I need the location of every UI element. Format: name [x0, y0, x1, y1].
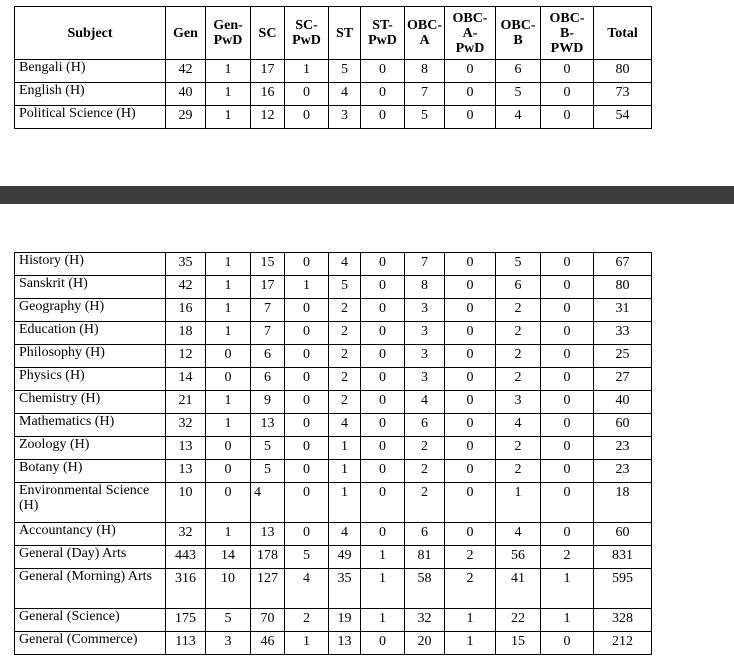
header-label-line: A- [462, 25, 478, 41]
cell-obc-b: 4 [496, 106, 541, 129]
cell-obc-a-pwd: 0 [445, 345, 496, 368]
cell-subject: Sanskrit (H) [15, 276, 166, 299]
cell-subject: Zoology (H) [15, 437, 166, 460]
cell-obc-a: 20 [405, 632, 445, 655]
header-label-line: Total [607, 25, 638, 41]
table-row [15, 83, 652, 106]
cell-sc-pwd: 0 [285, 106, 329, 129]
cell-obc-b: 2 [496, 460, 541, 483]
cell-st: 2 [329, 345, 361, 368]
cell-obc-b: 5 [496, 253, 541, 276]
cell-st: 3 [329, 106, 361, 129]
header-obc-b [496, 7, 541, 60]
cell-st-pwd: 0 [361, 391, 405, 414]
header-label-line: A [419, 33, 430, 48]
cell-gen-pwd: 0 [206, 483, 251, 523]
cell-gen-pwd: 1 [206, 391, 251, 414]
table-row [15, 546, 652, 569]
cell-obc-b: 2 [496, 437, 541, 460]
cell-subject: Botany (H) [15, 460, 166, 483]
cell-subject: Accountancy (H) [15, 523, 166, 546]
cell-gen-pwd: 0 [206, 437, 251, 460]
cell-obc-a-pwd: 0 [445, 106, 496, 129]
cell-sc-pwd: 0 [285, 414, 329, 437]
cell-gen-pwd: 1 [206, 322, 251, 345]
cell-gen-pwd: 0 [206, 460, 251, 483]
cell-total: 212 [594, 632, 652, 655]
cell-st-pwd: 0 [361, 276, 405, 299]
cell-subject: Geography (H) [15, 299, 166, 322]
header-obc-a [405, 7, 445, 60]
cell-st: 2 [329, 322, 361, 345]
cell-obc-a-pwd: 1 [445, 632, 496, 655]
cell-sc: 17 [251, 60, 285, 83]
cell-gen: 12 [166, 345, 206, 368]
cell-gen-pwd: 5 [206, 609, 251, 632]
cell-total: 80 [594, 60, 652, 83]
cell-obc-b-pwd: 2 [541, 546, 594, 569]
cell-sc-pwd: 0 [285, 83, 329, 106]
cell-st-pwd: 0 [361, 253, 405, 276]
cell-sc-pwd: 0 [285, 368, 329, 391]
table-row [15, 414, 652, 437]
cell-obc-a: 32 [405, 609, 445, 632]
cell-obc-b-pwd: 0 [541, 391, 594, 414]
cell-obc-a-pwd: 0 [445, 437, 496, 460]
table-row [15, 483, 652, 523]
cell-obc-b-pwd: 0 [541, 632, 594, 655]
cell-gen: 316 [166, 569, 206, 609]
seat-matrix-table-top [14, 6, 652, 129]
header-gen [166, 7, 206, 60]
cell-sc-pwd: 0 [285, 322, 329, 345]
cell-obc-b: 2 [496, 299, 541, 322]
cell-obc-a: 3 [405, 345, 445, 368]
cell-obc-b-pwd: 0 [541, 437, 594, 460]
cell-subject: Chemistry (H) [15, 391, 166, 414]
cell-subject: Bengali (H) [15, 60, 166, 83]
cell-total: 328 [594, 609, 652, 632]
table-row [15, 460, 652, 483]
cell-st-pwd: 1 [361, 609, 405, 632]
cell-st-pwd: 0 [361, 106, 405, 129]
cell-total: 60 [594, 414, 652, 437]
cell-obc-b: 56 [496, 546, 541, 569]
cell-gen-pwd: 1 [206, 253, 251, 276]
cell-gen: 16 [166, 299, 206, 322]
table-row [15, 345, 652, 368]
cell-total: 54 [594, 106, 652, 129]
cell-total: 23 [594, 460, 652, 483]
header-label-line: B [513, 33, 523, 48]
cell-st-pwd: 0 [361, 83, 405, 106]
cell-obc-a: 3 [405, 299, 445, 322]
cell-obc-a-pwd: 0 [445, 368, 496, 391]
header-label-line: SC [258, 25, 277, 41]
table-row [15, 299, 652, 322]
cell-subject: Education (H) [15, 322, 166, 345]
cell-total: 67 [594, 253, 652, 276]
cell-obc-b-pwd: 0 [541, 106, 594, 129]
cell-st-pwd: 1 [361, 569, 405, 609]
cell-obc-b-pwd: 0 [541, 322, 594, 345]
table-row [15, 523, 652, 546]
cell-sc: 178 [251, 546, 285, 569]
header-label-line: OBC- [500, 18, 536, 33]
cell-st: 5 [329, 60, 361, 83]
cell-sc-pwd: 0 [285, 437, 329, 460]
cell-obc-a: 7 [405, 83, 445, 106]
cell-obc-a: 6 [405, 523, 445, 546]
cell-sc-pwd: 0 [285, 391, 329, 414]
cell-obc-b: 41 [496, 569, 541, 609]
cell-st-pwd: 0 [361, 632, 405, 655]
table-body-bottom [15, 253, 652, 655]
cell-gen: 10 [166, 483, 206, 523]
cell-total: 60 [594, 523, 652, 546]
cell-obc-a-pwd: 0 [445, 253, 496, 276]
header-label-line: PWD [550, 40, 584, 56]
table-row [15, 253, 652, 276]
cell-sc: 7 [251, 322, 285, 345]
cell-obc-b: 4 [496, 523, 541, 546]
cell-obc-a: 8 [405, 276, 445, 299]
cell-obc-a: 58 [405, 569, 445, 609]
cell-gen: 40 [166, 83, 206, 106]
cell-obc-b-pwd: 0 [541, 276, 594, 299]
cell-obc-a: 3 [405, 322, 445, 345]
header-label-line: ST [335, 25, 354, 41]
cell-subject: Political Science (H) [15, 106, 166, 129]
cell-obc-b: 15 [496, 632, 541, 655]
seat-matrix-table-bottom [14, 252, 652, 655]
header-sc [251, 7, 285, 60]
cell-gen: 42 [166, 60, 206, 83]
cell-total: 18 [594, 483, 652, 523]
cell-gen: 113 [166, 632, 206, 655]
cell-subject: History (H) [15, 253, 166, 276]
header-label-line: Gen [173, 25, 198, 41]
cell-subject: General (Commerce) [15, 632, 166, 655]
cell-sc: 15 [251, 253, 285, 276]
cell-obc-b-pwd: 0 [541, 414, 594, 437]
cell-subject: General (Science) [15, 609, 166, 632]
cell-obc-b-pwd: 0 [541, 523, 594, 546]
header-label-line: PwD [292, 33, 321, 48]
cell-obc-a-pwd: 0 [445, 276, 496, 299]
cell-subject: English (H) [15, 83, 166, 106]
cell-obc-b: 6 [496, 60, 541, 83]
cell-gen: 443 [166, 546, 206, 569]
cell-st: 1 [329, 460, 361, 483]
cell-st-pwd: 0 [361, 368, 405, 391]
header-gen-pwd [206, 7, 251, 60]
cell-st: 19 [329, 609, 361, 632]
table-header-row [15, 7, 652, 60]
cell-st: 35 [329, 569, 361, 609]
header-subject [15, 7, 166, 60]
cell-gen: 14 [166, 368, 206, 391]
cell-gen-pwd: 3 [206, 632, 251, 655]
cell-sc: 127 [251, 569, 285, 609]
header-st-pwd [361, 7, 405, 60]
cell-st-pwd: 0 [361, 460, 405, 483]
cell-sc-pwd: 2 [285, 609, 329, 632]
cell-obc-a-pwd: 0 [445, 523, 496, 546]
cell-sc: 70 [251, 609, 285, 632]
cell-obc-b-pwd: 0 [541, 483, 594, 523]
cell-sc: 13 [251, 414, 285, 437]
cell-gen-pwd: 1 [206, 299, 251, 322]
cell-obc-b: 3 [496, 391, 541, 414]
cell-sc-pwd: 1 [285, 276, 329, 299]
cell-gen: 18 [166, 322, 206, 345]
cell-gen: 35 [166, 253, 206, 276]
cell-obc-a-pwd: 2 [445, 569, 496, 609]
header-label-line: SC- [295, 18, 318, 33]
cell-sc: 6 [251, 345, 285, 368]
cell-st: 2 [329, 368, 361, 391]
cell-obc-a: 2 [405, 483, 445, 523]
cell-gen-pwd: 1 [206, 106, 251, 129]
header-label-line: Subject [67, 25, 113, 41]
cell-obc-b: 5 [496, 83, 541, 106]
header-total [594, 7, 652, 60]
cell-obc-b: 1 [496, 483, 541, 523]
cell-st: 4 [329, 414, 361, 437]
cell-st: 5 [329, 276, 361, 299]
cell-st: 1 [329, 483, 361, 523]
cell-obc-a-pwd: 0 [445, 460, 496, 483]
cell-subject: Environmental Science (H) [15, 483, 166, 523]
cell-obc-b-pwd: 1 [541, 609, 594, 632]
table-row [15, 276, 652, 299]
cell-sc-pwd: 0 [285, 253, 329, 276]
table-row [15, 368, 652, 391]
cell-obc-a-pwd: 0 [445, 83, 496, 106]
cell-obc-a: 4 [405, 391, 445, 414]
table-row [15, 60, 652, 83]
cell-sc-pwd: 0 [285, 483, 329, 523]
cell-st-pwd: 0 [361, 60, 405, 83]
cell-sc-pwd: 0 [285, 460, 329, 483]
cell-sc: 12 [251, 106, 285, 129]
cell-sc-pwd: 4 [285, 569, 329, 609]
cell-sc: 17 [251, 276, 285, 299]
cell-obc-a-pwd: 2 [445, 546, 496, 569]
cell-obc-b-pwd: 0 [541, 460, 594, 483]
cell-st-pwd: 0 [361, 437, 405, 460]
cell-total: 595 [594, 569, 652, 609]
header-label-line: OBC- [452, 10, 488, 26]
cell-obc-b: 6 [496, 276, 541, 299]
cell-gen: 42 [166, 276, 206, 299]
cell-sc: 5 [251, 437, 285, 460]
cell-st: 4 [329, 523, 361, 546]
table-body-top [15, 60, 652, 129]
cell-subject: Philosophy (H) [15, 345, 166, 368]
cell-gen: 175 [166, 609, 206, 632]
cell-st-pwd: 0 [361, 483, 405, 523]
cell-st-pwd: 0 [361, 414, 405, 437]
cell-st-pwd: 0 [361, 523, 405, 546]
cell-gen: 13 [166, 460, 206, 483]
cell-obc-b: 2 [496, 368, 541, 391]
cell-obc-b-pwd: 0 [541, 345, 594, 368]
cell-gen: 21 [166, 391, 206, 414]
header-sc-pwd [285, 7, 329, 60]
header-label-line: PwD [213, 33, 243, 48]
cell-obc-b-pwd: 1 [541, 569, 594, 609]
cell-obc-a: 2 [405, 437, 445, 460]
header-label-line: PwD [368, 33, 397, 48]
cell-obc-b: 2 [496, 322, 541, 345]
cell-st: 2 [329, 391, 361, 414]
cell-total: 31 [594, 299, 652, 322]
cell-obc-b: 22 [496, 609, 541, 632]
cell-sc: 13 [251, 523, 285, 546]
header-label-line: ST- [372, 18, 393, 33]
cell-gen-pwd: 0 [206, 345, 251, 368]
cell-sc: 16 [251, 83, 285, 106]
cell-total: 40 [594, 391, 652, 414]
cell-obc-a-pwd: 0 [445, 322, 496, 345]
header-label-line: PwD [455, 40, 485, 56]
table-row [15, 632, 652, 655]
cell-st: 1 [329, 437, 361, 460]
cell-gen-pwd: 1 [206, 83, 251, 106]
cell-subject: General (Day) Arts [15, 546, 166, 569]
cell-sc: 4 [251, 483, 285, 523]
cell-gen-pwd: 1 [206, 60, 251, 83]
cell-sc-pwd: 0 [285, 345, 329, 368]
cell-obc-b-pwd: 0 [541, 83, 594, 106]
cell-sc-pwd: 0 [285, 299, 329, 322]
cell-obc-a: 2 [405, 460, 445, 483]
cell-obc-b-pwd: 0 [541, 253, 594, 276]
cell-subject: Physics (H) [15, 368, 166, 391]
cell-gen: 29 [166, 106, 206, 129]
cell-gen-pwd: 1 [206, 414, 251, 437]
cell-sc-pwd: 0 [285, 523, 329, 546]
cell-subject: General (Morning) Arts [15, 569, 166, 609]
header-label-line: B- [560, 25, 574, 41]
cell-sc: 9 [251, 391, 285, 414]
cell-total: 73 [594, 83, 652, 106]
header-obc-b-pwd [541, 7, 594, 60]
cell-st: 49 [329, 546, 361, 569]
cell-gen-pwd: 14 [206, 546, 251, 569]
cell-obc-a-pwd: 0 [445, 414, 496, 437]
cell-obc-a-pwd: 0 [445, 60, 496, 83]
table-row [15, 569, 652, 609]
cell-sc: 46 [251, 632, 285, 655]
header-label-line: OBC- [407, 18, 442, 33]
cell-sc: 6 [251, 368, 285, 391]
cell-total: 25 [594, 345, 652, 368]
cell-st: 4 [329, 83, 361, 106]
cell-st: 4 [329, 253, 361, 276]
cell-st-pwd: 0 [361, 345, 405, 368]
cell-obc-a: 5 [405, 106, 445, 129]
cell-total: 831 [594, 546, 652, 569]
header-label-line: OBC- [549, 10, 585, 26]
cell-sc-pwd: 1 [285, 632, 329, 655]
header-obc-a-pwd [445, 7, 496, 60]
cell-obc-a: 6 [405, 414, 445, 437]
table-row [15, 437, 652, 460]
cell-total: 33 [594, 322, 652, 345]
page-break-divider [0, 186, 734, 204]
cell-obc-b-pwd: 0 [541, 60, 594, 83]
cell-sc: 7 [251, 299, 285, 322]
cell-gen-pwd: 1 [206, 276, 251, 299]
cell-gen-pwd: 10 [206, 569, 251, 609]
cell-gen: 32 [166, 414, 206, 437]
header-label-line: Gen- [213, 18, 243, 33]
table-row [15, 609, 652, 632]
cell-gen-pwd: 0 [206, 368, 251, 391]
cell-obc-a-pwd: 1 [445, 609, 496, 632]
cell-obc-b-pwd: 0 [541, 299, 594, 322]
cell-gen-pwd: 1 [206, 523, 251, 546]
table-row [15, 391, 652, 414]
cell-obc-b-pwd: 0 [541, 368, 594, 391]
cell-st-pwd: 0 [361, 322, 405, 345]
cell-sc-pwd: 5 [285, 546, 329, 569]
cell-obc-a: 81 [405, 546, 445, 569]
cell-obc-a: 7 [405, 253, 445, 276]
cell-obc-a: 8 [405, 60, 445, 83]
cell-sc: 5 [251, 460, 285, 483]
cell-total: 27 [594, 368, 652, 391]
cell-st: 13 [329, 632, 361, 655]
cell-st-pwd: 0 [361, 299, 405, 322]
cell-gen: 13 [166, 437, 206, 460]
table-row [15, 106, 652, 129]
cell-sc-pwd: 1 [285, 60, 329, 83]
cell-obc-a-pwd: 0 [445, 299, 496, 322]
cell-obc-a-pwd: 0 [445, 483, 496, 523]
cell-subject: Mathematics (H) [15, 414, 166, 437]
cell-st: 2 [329, 299, 361, 322]
cell-obc-b: 2 [496, 345, 541, 368]
cell-obc-a-pwd: 0 [445, 391, 496, 414]
cell-st-pwd: 1 [361, 546, 405, 569]
cell-obc-a: 3 [405, 368, 445, 391]
table-row [15, 322, 652, 345]
cell-obc-b: 4 [496, 414, 541, 437]
header-st [329, 7, 361, 60]
cell-total: 80 [594, 276, 652, 299]
cell-total: 23 [594, 437, 652, 460]
cell-gen: 32 [166, 523, 206, 546]
